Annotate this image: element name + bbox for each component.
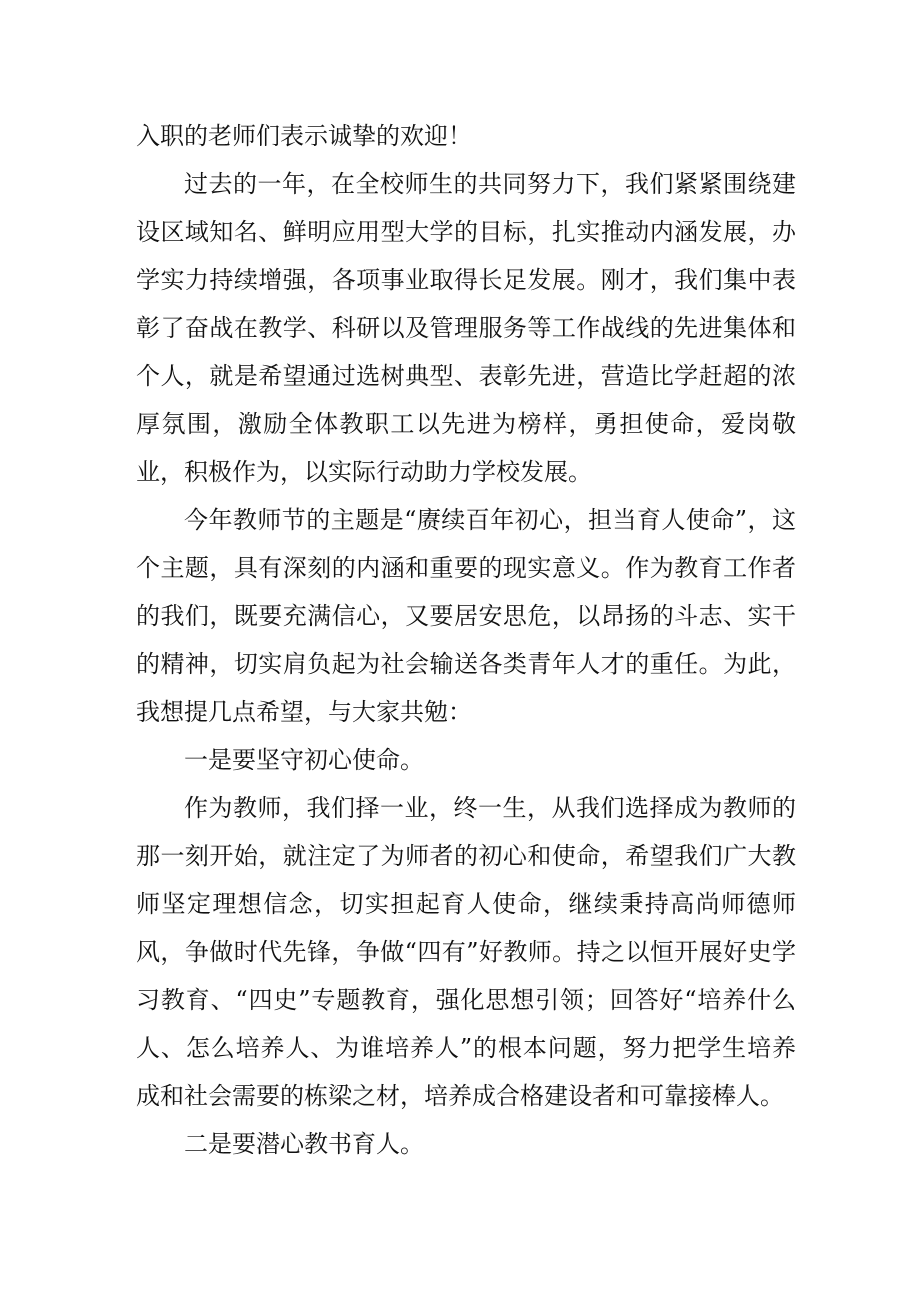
heading-point-two: 二是要潜心教书育人。 xyxy=(184,1130,424,1158)
paragraph-mission: 作为教师，我们择一业，终一生，从我们选择成为教师的那一刻开始，就注定了为师者的初心和使命，希望我们广大教师坚定理想信念，切实担起育人使命，继续秉持高尚师德师风，争做时代先锋，争做“四有”好教师。持之以恒开展好史学习教育、“四史”专题教育，强化思想引领；回答好“培养什么人、怎么培养人、为谁培养人”的根本问题，努力把学生培养成和社会需要的栋梁之材，培养成合格建设者和可靠接棒人。 xyxy=(136,794,796,1110)
paragraph-teachers-day-theme: 今年教师节的主题是“赓续百年初心，担当育人使命”，这个主题，具有深刻的内涵和重要的现实意义。作为教育工作者的我们，既要充满信心，又要居安思危，以昂扬的斗志、实干的精神，切实肩负起为社会输送各类青年人才的重任。为此，我想提几点希望，与大家共勉： xyxy=(136,506,796,726)
heading-point-one: 一是要坚守初心使命。 xyxy=(184,746,424,774)
paragraph-past-year: 过去的一年，在全校师生的共同努力下，我们紧紧围绕建设区域知名、鲜明应用型大学的目标，扎实推动内涵发展，办学实力持续增强，各项事业取得长足发展。刚才，我们集中表彰了奋战在教学、科研以及管理服务等工作战线的先进集体和个人，就是希望通过选树典型、表彰先进，营造比学赶超的浓厚氛围，激励全体教职工以先进为榜样，勇担使命，爱岗敬业，积极作为，以实际行动助力学校发展。 xyxy=(136,170,796,486)
document-body xyxy=(136,112,796,1168)
paragraph-continued: 入职的老师们表示诚挚的欢迎！ xyxy=(136,122,472,150)
